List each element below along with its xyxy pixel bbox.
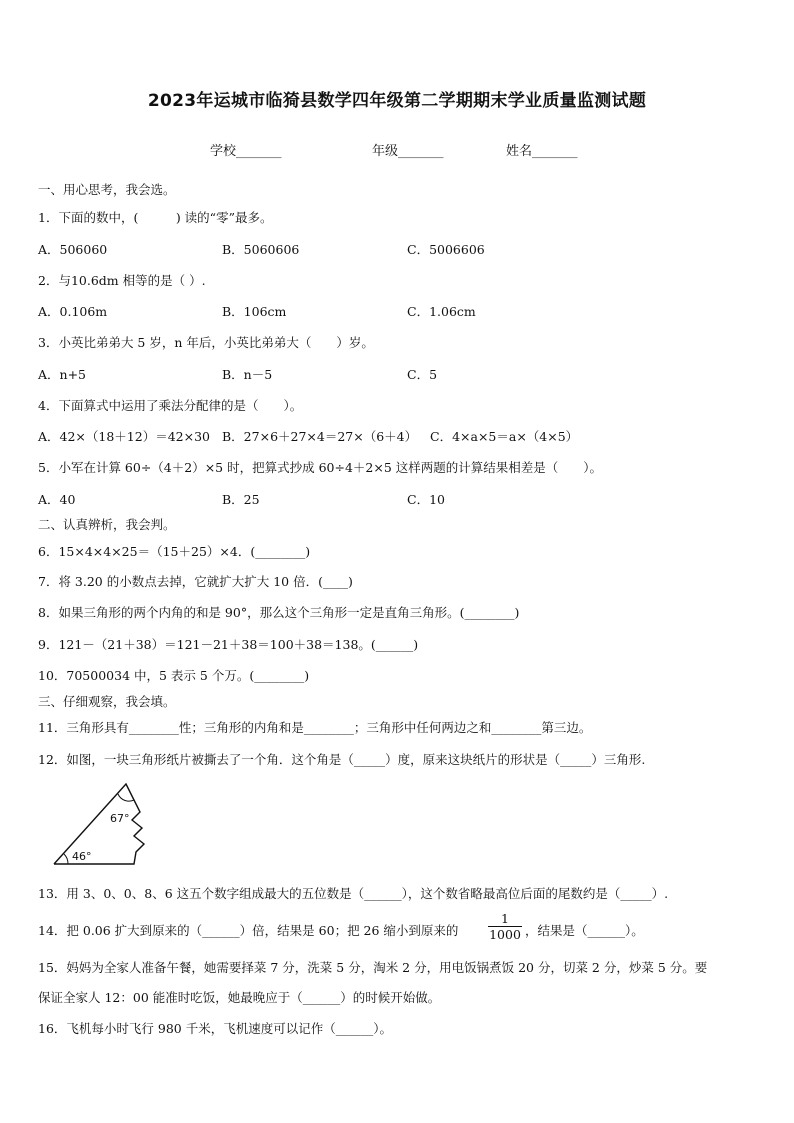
question-15-line2: 保证全家人 12：00 能准时吃饭，她最晚应于（______）的时候开始做。 [38, 990, 441, 1005]
q4-option-c: C．4×a×5＝a×（4×5） [430, 429, 579, 444]
question-15-line1: 15．妈妈为全家人准备午餐，她需要择菜 7 分，洗菜 5 分，淘米 2 分，用电饭锅煮饭 20 分，切菜 2 分，炒菜 5 分。要 [38, 960, 708, 975]
question-9: 9．121－（21＋38）＝121－21＋38＝100＋38＝138。(______) [38, 637, 419, 652]
q3-option-b: B．n－5 [222, 367, 273, 382]
fraction-denominator: 1000 [489, 927, 521, 942]
section-heading-2: 二、认真辨析，我会判。 [38, 517, 176, 532]
grade-field: 年级_______ [372, 144, 444, 159]
q1-option-c: C．5006606 [407, 242, 485, 257]
name-field: 姓名_______ [506, 144, 578, 159]
section-heading-3: 三、仔细观察，我会填。 [38, 694, 176, 709]
question-6: 6．15×4×4×25＝（15＋25）×4．(________) [38, 544, 311, 559]
question-13: 13．用 3、0、0、8、6 这五个数字组成最大的五位数是（______），这个数省略最高位后面的尾数约是（_____）. [38, 886, 669, 901]
angle-arc-46 [64, 854, 68, 864]
q1-option-a: A．506060 [38, 242, 108, 257]
q2-option-a: A．0.106m [38, 304, 108, 319]
q4-option-a: A．42×（18＋12）＝42×30 [38, 429, 211, 444]
q4-option-b: B．27×6＋27×4＝27×（6＋4） [222, 429, 418, 444]
question-10: 10．70500034 中，5 表示 5 个万。(________) [38, 668, 310, 683]
question-5: 5．小军在计算 60÷（4＋2）×5 时，把算式抄成 60÷4＋2×5 这样两题的计算结果相差是（ ）。 [38, 460, 603, 475]
fraction-numerator: 1 [488, 911, 522, 927]
q3-option-a: A．n+5 [38, 367, 87, 382]
angle-67-label: 67° [110, 812, 130, 825]
question-8: 8．如果三角形的两个内角的和是 90°，那么这个三角形一定是直角三角形。(________) [38, 605, 520, 620]
q5-option-c: C．10 [407, 492, 445, 507]
q2-option-c: C．1.06cm [407, 304, 476, 319]
question-4: 4．下面算式中运用了乘法分配律的是（ ）。 [38, 398, 303, 413]
question-1: 1．下面的数中，( ) 读的“零”最多。 [38, 210, 273, 225]
school-field: 学校_______ [210, 144, 282, 159]
triangle-outline [54, 784, 144, 864]
angle-46-label: 46° [72, 850, 92, 863]
question-11: 11．三角形具有________性；三角形的内角和是________；三角形中任何两边之和________第三边。 [38, 720, 592, 735]
q5-option-b: B．25 [222, 492, 260, 507]
question-14-part2: ，结果是（______）。 [525, 923, 644, 938]
question-12: 12．如图，一块三角形纸片被撕去了一个角．这个角是（_____）度，原来这块纸片的形状是（_____）三角形. [38, 752, 646, 767]
question-3: 3．小英比弟弟大 5 岁，n 年后，小英比弟弟大（ ）岁。 [38, 335, 374, 350]
section-heading-1: 一、用心思考，我会选。 [38, 182, 176, 197]
torn-triangle-figure [48, 778, 160, 870]
question-16: 16．飞机每小时飞行 980 千米，飞机速度可以记作（______）。 [38, 1021, 392, 1036]
question-7: 7．将 3.20 的小数点去掉，它就扩大扩大 10 倍．(____) [38, 574, 353, 589]
q2-option-b: B．106cm [222, 304, 287, 319]
page-title: 2023年运城市临猗县数学四年级第二学期期末学业质量监测试题 [147, 91, 647, 111]
q3-option-c: C．5 [407, 367, 438, 382]
q5-option-a: A．40 [38, 492, 76, 507]
fraction-one-thousandth [488, 911, 522, 942]
q1-option-b: B．5060606 [222, 242, 300, 257]
question-2: 2．与10.6dm 相等的是（ ）. [38, 273, 206, 288]
question-14-part1: 14．把 0.06 扩大到原来的（______）倍，结果是 60；把 26 缩小到原来的 [38, 923, 459, 938]
